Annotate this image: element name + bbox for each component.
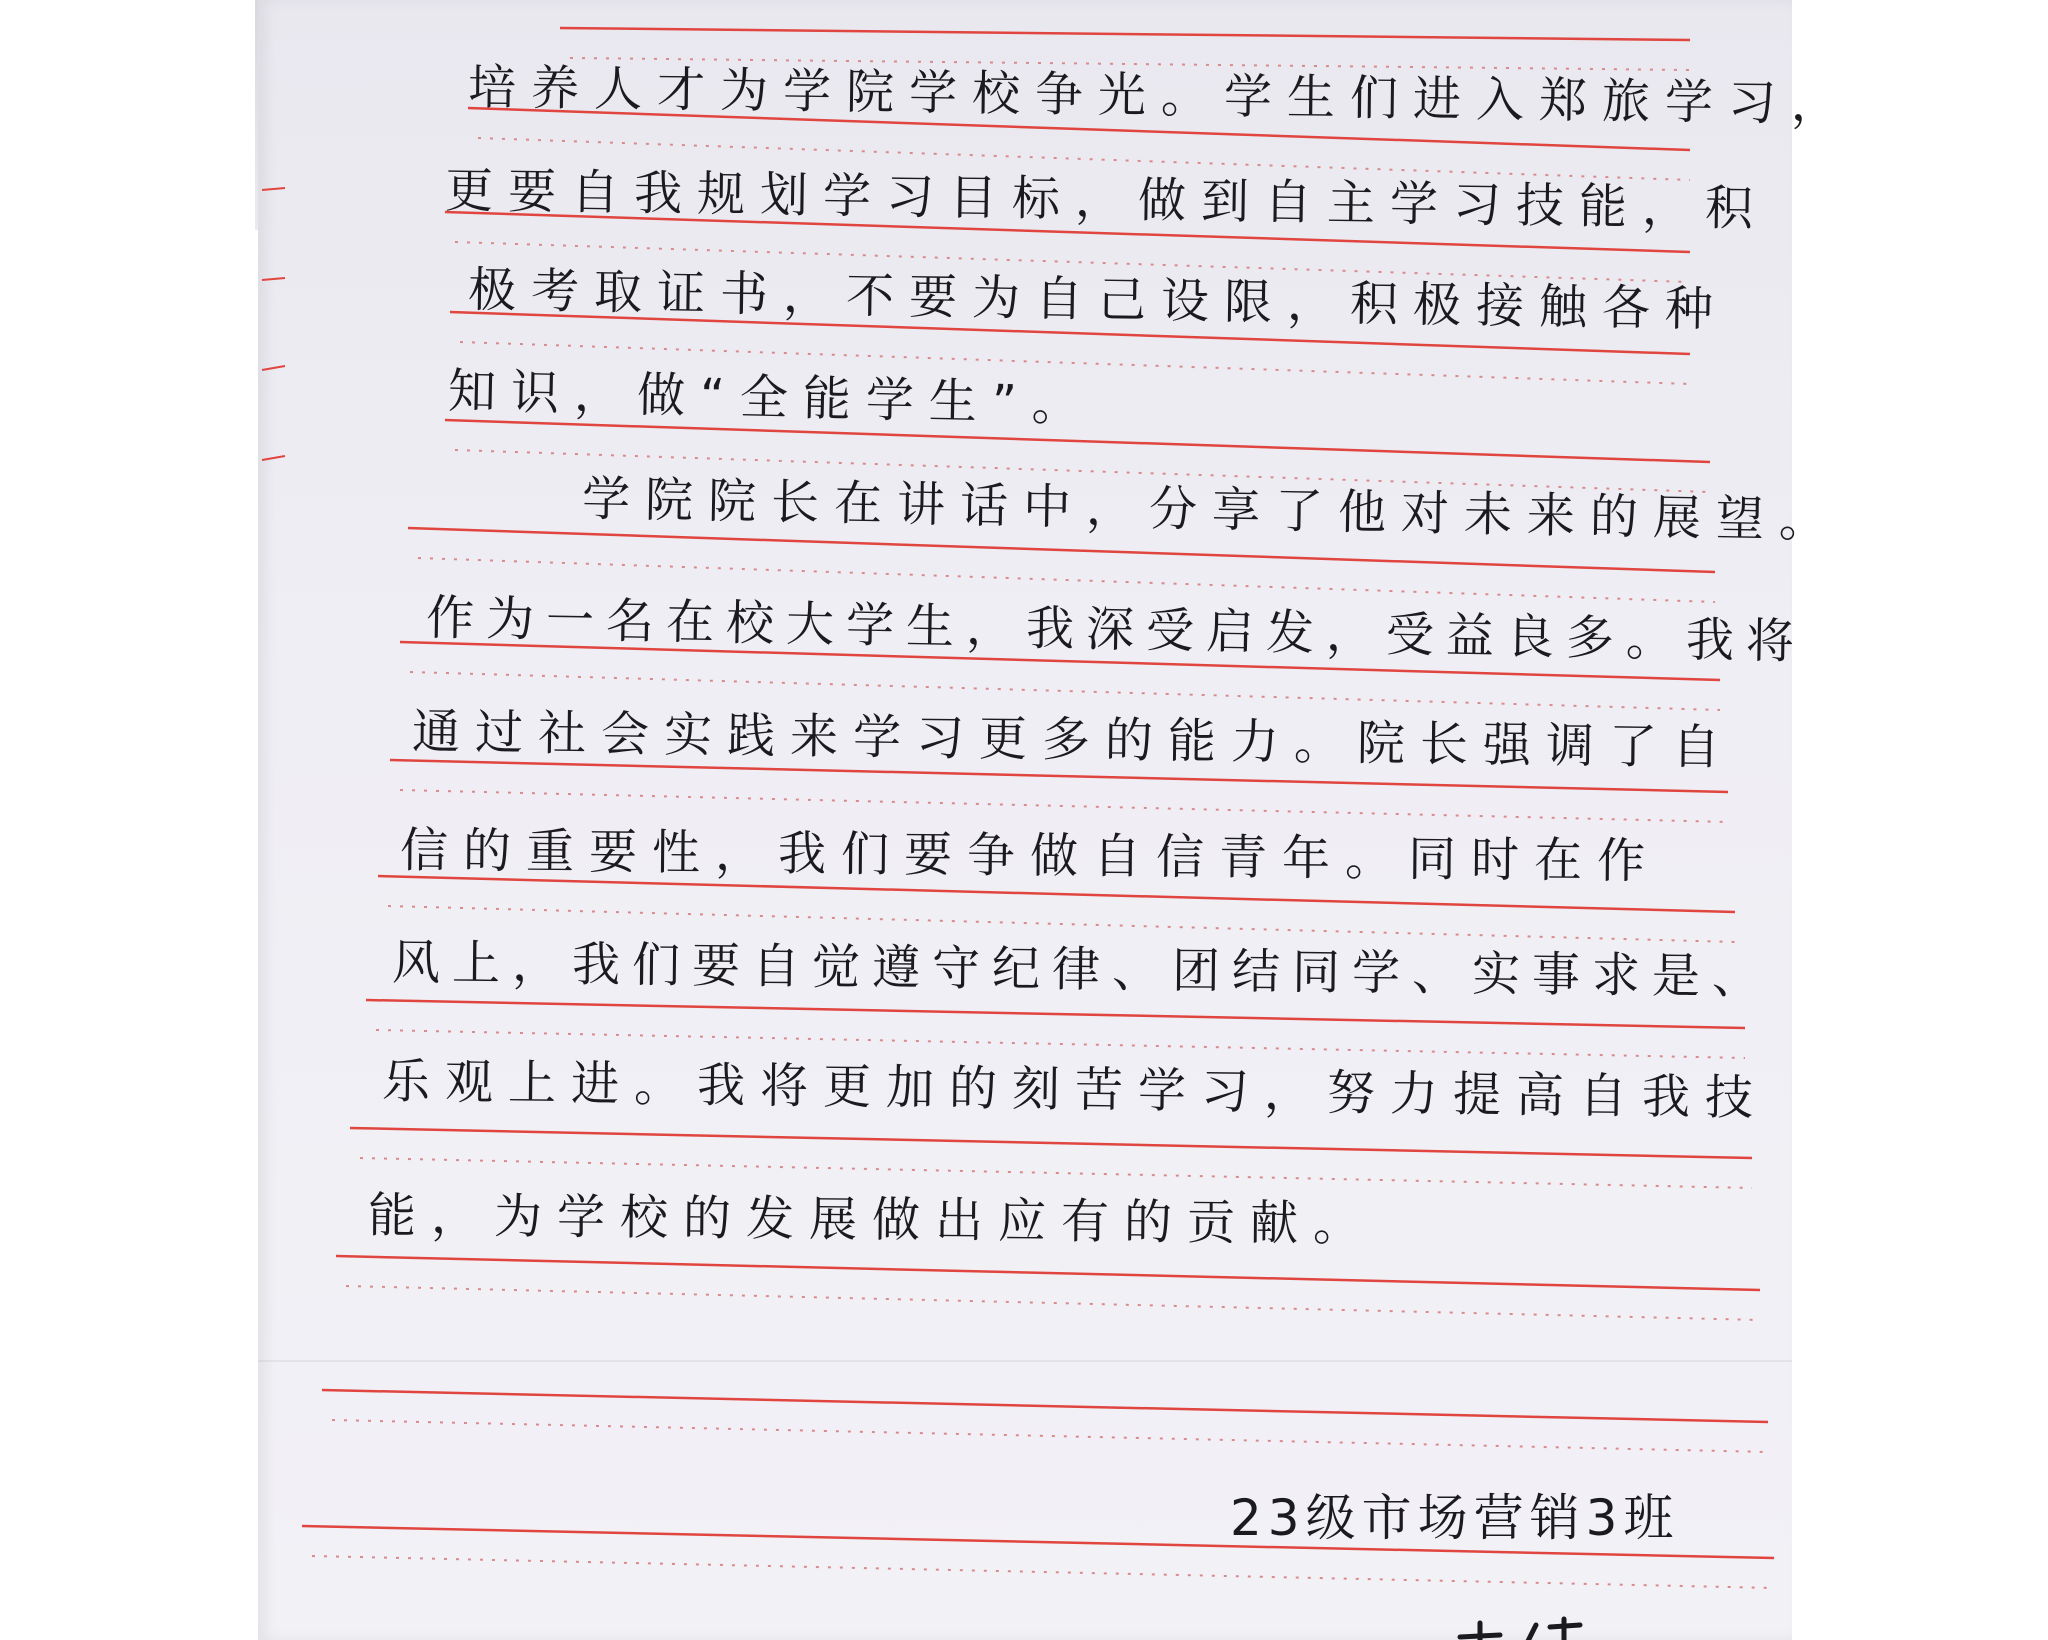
dotted-guide-line bbox=[360, 1158, 1752, 1188]
text-line-6: 作为一名在校大学生，我深受启发，受益良多。我将 bbox=[425, 589, 1807, 671]
ruled-baseline bbox=[560, 28, 1690, 40]
ruled-baseline bbox=[322, 1390, 1768, 1422]
text-line-5-indented: 学院院长在讲话中，分享了他对未来的展望。 bbox=[581, 471, 1843, 549]
text-line-8: 信的重要性，我们要争做自信青年。同时在作 bbox=[399, 822, 1661, 890]
text-line-11: 能，为学校的发展做出应有的贡献。 bbox=[367, 1187, 1377, 1253]
dotted-guide-line bbox=[346, 1286, 1760, 1320]
signature-class-label: 23级市场营销3班 bbox=[1230, 1489, 1680, 1547]
text-line-2: 更要自我规划学习目标，做到自主学习技能，积 bbox=[444, 162, 1769, 238]
margin-tick bbox=[262, 366, 285, 370]
text-line-7: 通过社会实践来学习更多的能力。院长强调了自 bbox=[411, 703, 1736, 777]
dotted-guide-line bbox=[312, 1556, 1774, 1588]
margin-tick bbox=[262, 188, 285, 190]
text-line-4: 知识，做“全能学生”。 bbox=[447, 363, 1096, 433]
margin-tick bbox=[262, 456, 285, 460]
text-line-1: 培养人才为学院学校争光。学生们进入郑旅学习， bbox=[467, 59, 1855, 133]
ruled-baseline bbox=[350, 1128, 1752, 1158]
margin-tick bbox=[262, 278, 285, 280]
text-line-3: 极考取证书，不要为自己设限，积极接触各种 bbox=[467, 262, 1729, 338]
dotted-guide-line bbox=[332, 1420, 1768, 1452]
dotted-guide-line bbox=[400, 790, 1728, 822]
text-line-9: 风上，我们要自觉遵守纪律、团结同学、实事求是、 bbox=[391, 934, 1773, 1006]
text-line-10: 乐观上进。我将更加的刻苦学习，努力提高自我技 bbox=[381, 1053, 1769, 1127]
partial-handwritten-name bbox=[1440, 1605, 1600, 1640]
ruled-baseline bbox=[336, 1256, 1760, 1290]
